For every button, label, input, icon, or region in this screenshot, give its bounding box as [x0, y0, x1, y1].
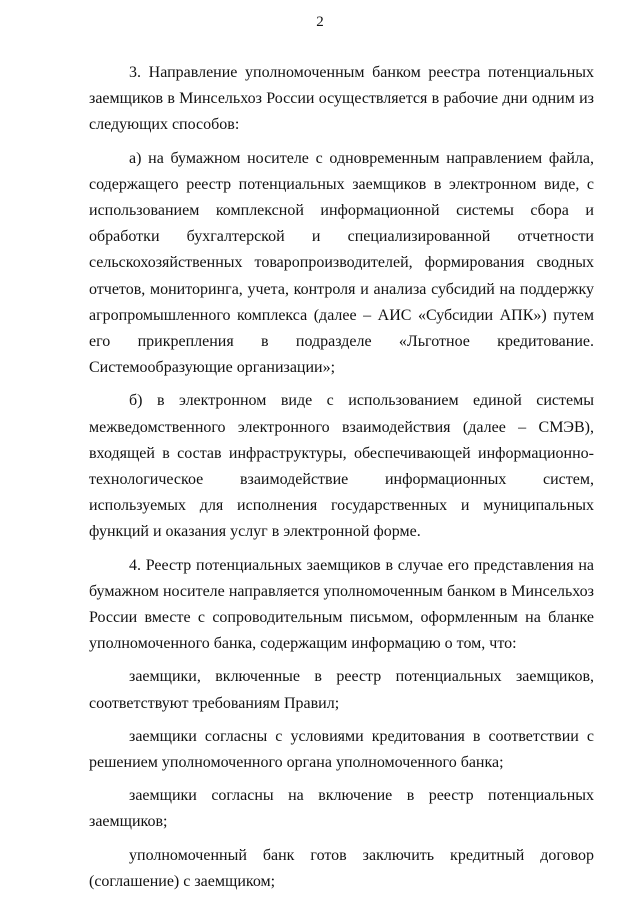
paragraph-4: 4. Реестр потенциальных заемщиков в случае его представления на бумажном носителе направляется уполномоченным банком в Минсельхоз России вместе с сопроводительным письмом, оформленным на бланке уполномоченного банка, содержащим информацию о том, что:: [89, 556, 594, 653]
paragraph-4-item-3: заемщики согласны на включение в реестр потенциальных заемщиков;: [89, 787, 594, 831]
paragraph-4-item-2: заемщики согласны с условиями кредитования в соответствии с решением уполномоченного органа уполномоченного банка;: [89, 727, 594, 772]
paragraph-3a: а) на бумажном носителе с одновременным направлением файла, содержащего реестр потенциальных заемщиков в электронном виде, с использованием комплексной информационной системы сбора и обработки бухгалтерской и специализированной отчетности сельскохозяйственных товаропроизводителей, формирования сводных отчетов, мониторинга, учета, контроля и анализа субсидий на поддержку агропромышленного комплекса (далее – АИС «Субсидии АПК») путем его прикрепления в подразделе «Льготное кредитование. Системообразующие организации»;: [89, 149, 594, 377]
paragraph-3b: б) в электронном виде с использованием единой системы межведомственного электронного взаимодействия (далее – СМЭВ), входящей в состав инфраструктуры, обеспечивающей информационно-технологическое взаимодействие информационных систем, используемых для исполнения государственных и муниципальных функций и оказания услуг в электронной форме.: [89, 392, 594, 541]
paragraph-3: 3. Направление уполномоченным банком реестра потенциальных заемщиков в Минсельхоз России осуществляется в рабочие дни одним из следующих способов:: [89, 64, 594, 134]
page-number: 2: [316, 14, 324, 30]
paragraph-4-item-4: уполномоченный банк готов заключить кредитный договор (соглашение) с заемщиком;: [89, 846, 594, 890]
paragraph-4-item-1: заемщики, включенные в реестр потенциальных заемщиков, соответствуют требованиям Правил;: [89, 668, 594, 712]
